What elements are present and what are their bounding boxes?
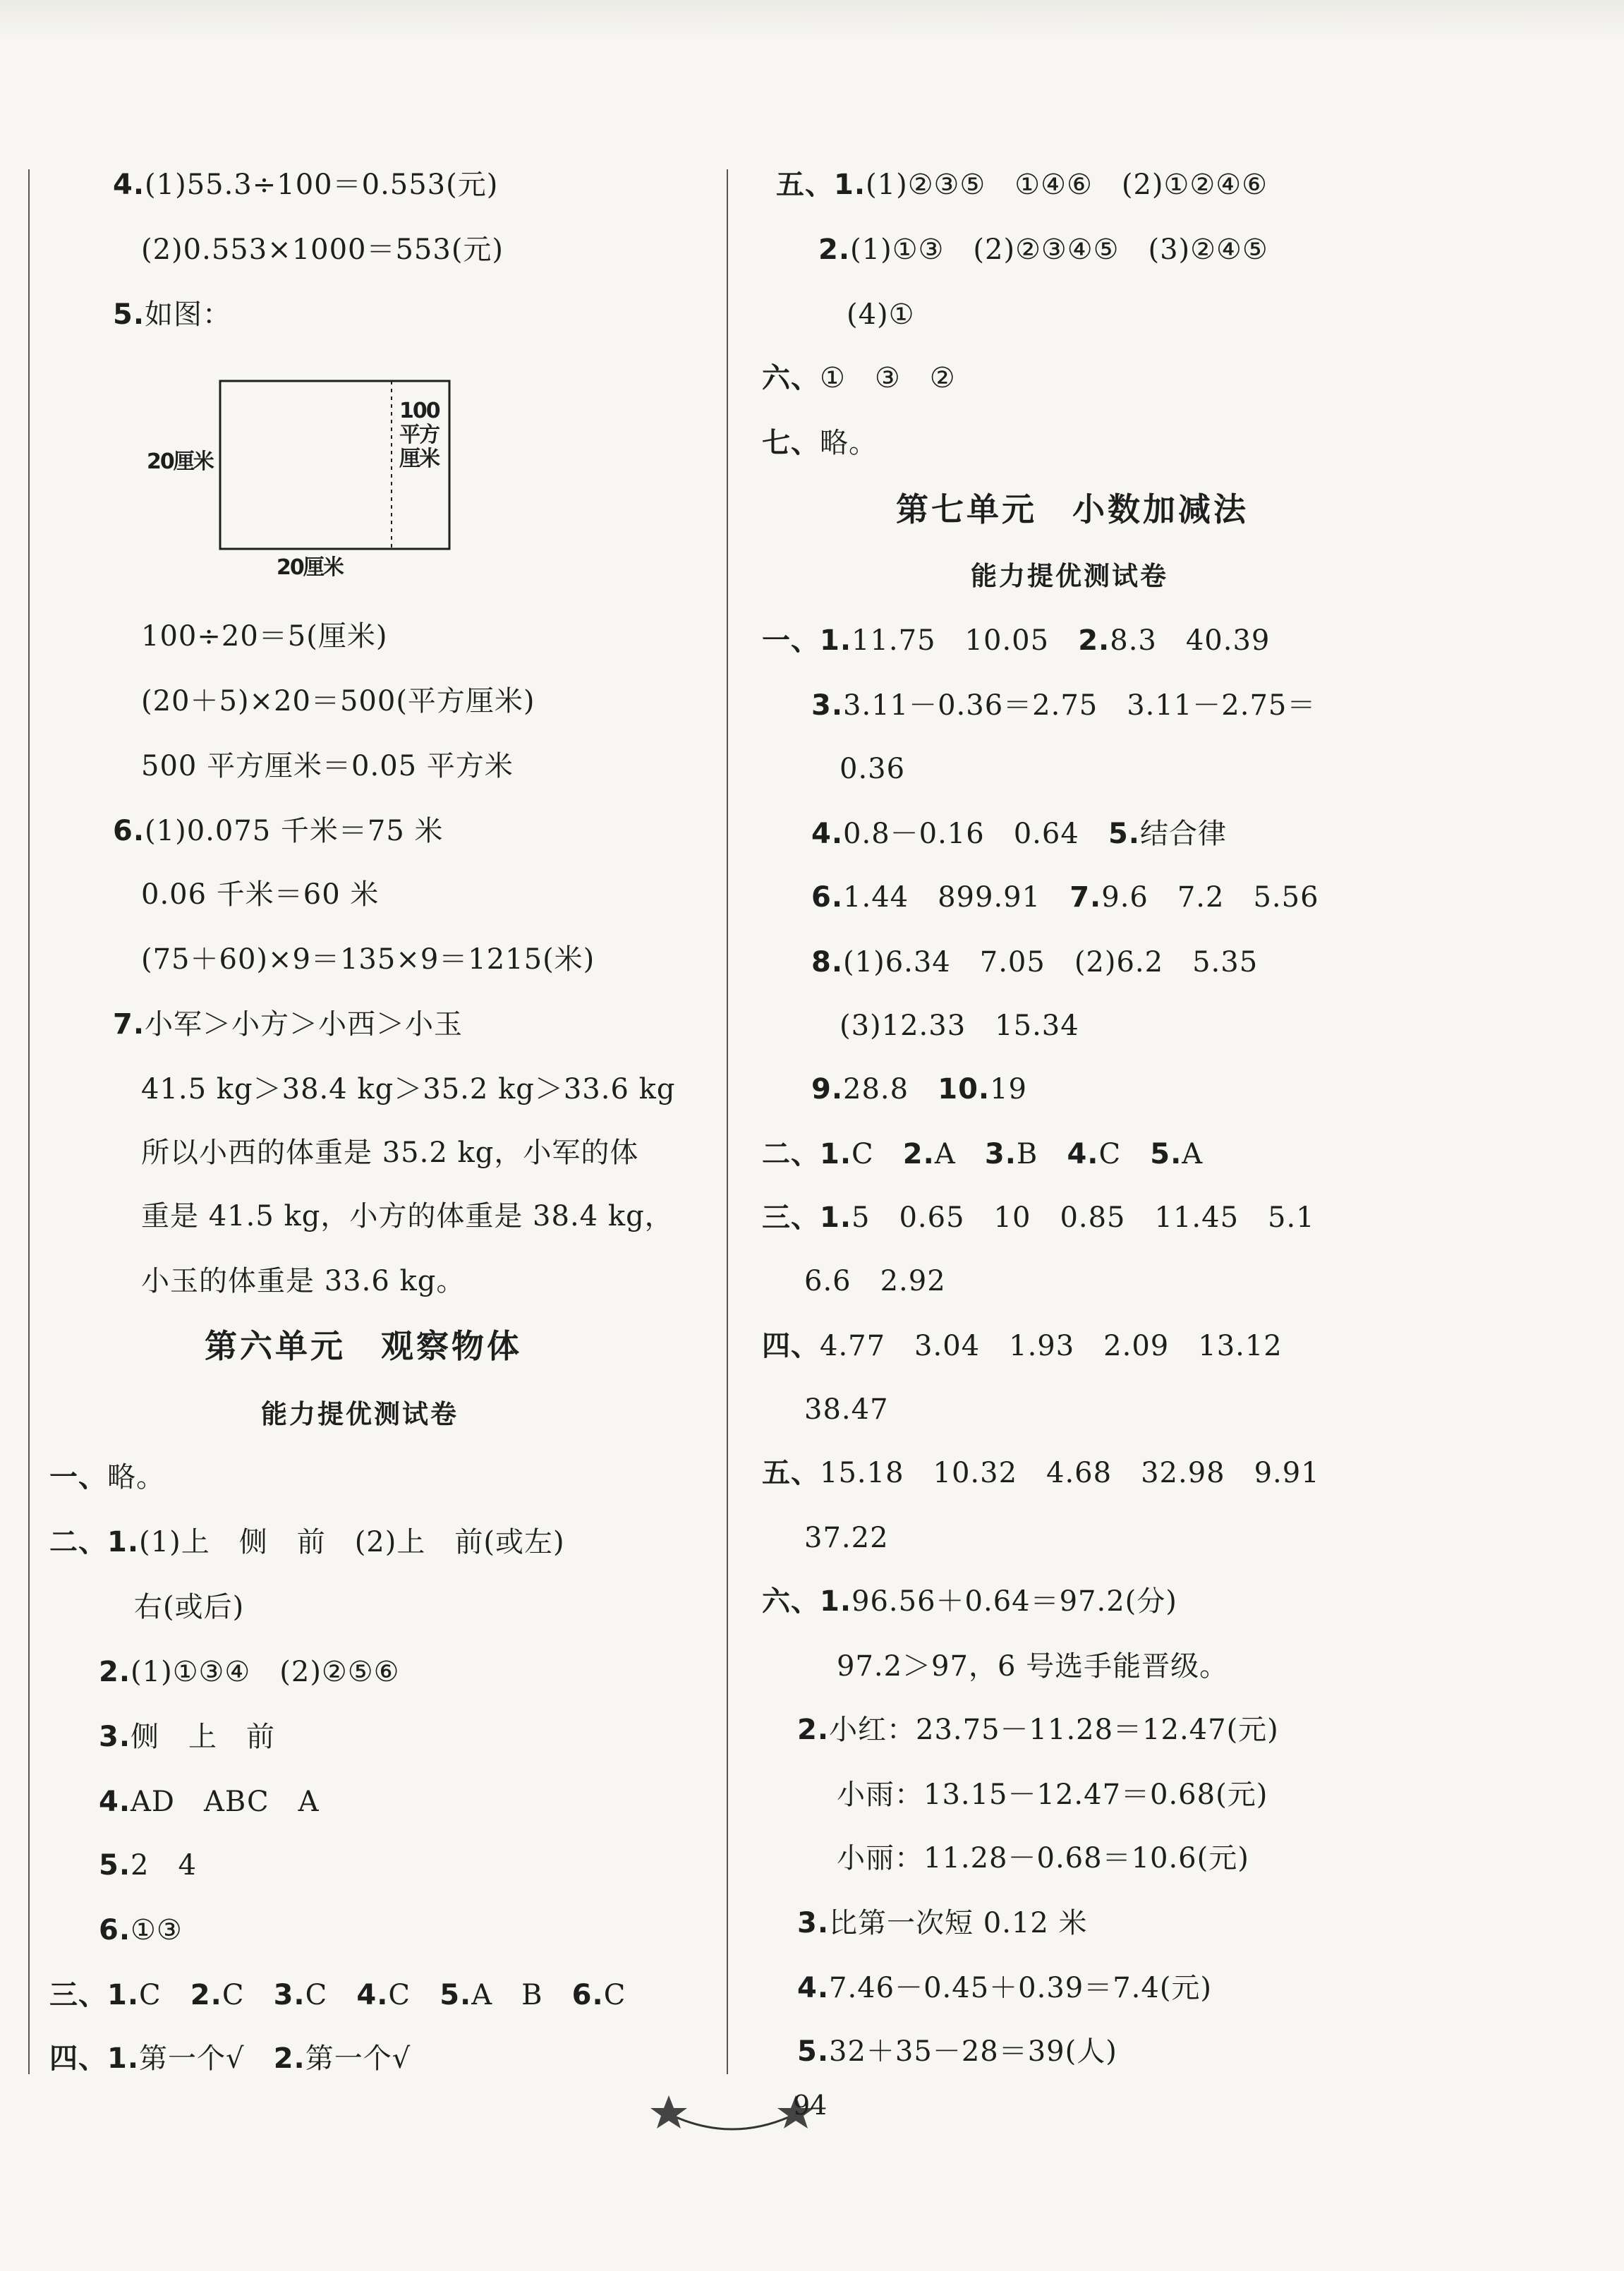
answer-line: 五、1.(1)②③⑤ ①④⑥ (2)①②④⑥ bbox=[776, 169, 1268, 201]
answer-line: 4.7.46－0.45＋0.39＝7.4(元) bbox=[797, 1972, 1213, 2004]
answer-line: 3.3.11－0.36＝2.75 3.11－2.75＝ bbox=[811, 689, 1316, 722]
answer-line: 重是 41.5 kg，小方的体重是 38.4 kg， bbox=[141, 1200, 674, 1233]
answer-line: (75＋60)×9＝135×9＝1215(米) bbox=[141, 943, 595, 976]
answer-line: 6.1.44 899.91 7.9.6 7.2 5.56 bbox=[811, 881, 1319, 914]
answer-line: (20＋5)×20＝500(平方厘米) bbox=[141, 685, 535, 717]
answer-line: 五、15.18 10.32 4.68 32.98 9.91 bbox=[762, 1457, 1320, 1489]
answer-line: 七、略。 bbox=[762, 427, 878, 459]
answer-line: 500 平方厘米＝0.05 平方米 bbox=[141, 750, 514, 782]
answer-line: 4.AD ABC A bbox=[99, 1786, 320, 1818]
answer-line: (3)12.33 15.34 bbox=[840, 1010, 1079, 1042]
answer-line: 小玉的体重是 33.6 kg。 bbox=[141, 1265, 466, 1297]
width-label: 20厘米 bbox=[277, 555, 343, 580]
answer-line: 41.5 kg＞38.4 kg＞35.2 kg＞33.6 kg bbox=[141, 1073, 676, 1106]
section-subheading: 能力提优测试卷 bbox=[971, 561, 1168, 591]
answer-line: 7.小军＞小方＞小西＞小玉 bbox=[113, 1008, 463, 1041]
answer-line: 6.6 2.92 bbox=[804, 1265, 946, 1297]
answer-line: 小雨：13.15－12.47＝0.68(元) bbox=[837, 1779, 1268, 1811]
section-heading: 第六单元 观察物体 bbox=[205, 1327, 522, 1365]
answer-line: 38.47 bbox=[804, 1393, 889, 1426]
answer-line: 一、略。 bbox=[49, 1461, 165, 1494]
answer-line: 2.小红：23.75－11.28＝12.47(元) bbox=[797, 1714, 1279, 1746]
answer-line: 37.22 bbox=[804, 1522, 889, 1554]
left-margin-rule bbox=[28, 169, 30, 2074]
answer-line: 小丽：11.28－0.68＝10.6(元) bbox=[837, 1842, 1249, 1875]
answer-line: 右(或后) bbox=[134, 1591, 245, 1623]
answer-line: 3.比第一次短 0.12 米 bbox=[797, 1907, 1088, 1939]
answer-line: 6.(1)0.075 千米＝75 米 bbox=[113, 815, 444, 847]
answer-line: 一、1.11.75 10.05 2.8.3 40.39 bbox=[762, 624, 1271, 657]
answer-line: 二、1.C 2.A 3.B 4.C 5.A bbox=[762, 1138, 1204, 1170]
answer-line: 97.2＞97，6 号选手能晋级。 bbox=[837, 1650, 1229, 1683]
answer-line: 0.36 bbox=[840, 753, 906, 785]
answer-line: 4.0.8－0.16 0.64 5.结合律 bbox=[811, 818, 1227, 850]
answer-line: 4.(1)55.3÷100＝0.553(元) bbox=[113, 169, 499, 201]
answer-line: 100÷20＝5(厘米) bbox=[141, 620, 388, 653]
answer-line: 8.(1)6.34 7.05 (2)6.2 5.35 bbox=[811, 946, 1259, 979]
answer-line: 0.06 千米＝60 米 bbox=[141, 878, 380, 911]
height-label: 20厘米 bbox=[147, 449, 213, 474]
answer-line: 5.32＋35－28＝39(人) bbox=[797, 2035, 1117, 2068]
answer-line: (2)0.553×1000＝553(元) bbox=[141, 234, 504, 266]
answer-line: 四、1.第一个√ 2.第一个√ bbox=[49, 2042, 411, 2075]
answer-line: 所以小西的体重是 35.2 kg，小军的体 bbox=[141, 1137, 639, 1169]
strip-label: 厘米 bbox=[399, 447, 439, 471]
scan-top-shade bbox=[0, 0, 1624, 42]
answer-line: 6.①③ bbox=[99, 1914, 183, 1946]
page-number: 94 bbox=[793, 2090, 828, 2121]
answer-line: 5.2 4 bbox=[99, 1849, 197, 1882]
section-subheading: 能力提优测试卷 bbox=[261, 1399, 459, 1429]
answer-line: 5.如图： bbox=[113, 298, 232, 331]
answer-line: 二、1.(1)上 侧 前 (2)上 前(或左) bbox=[49, 1526, 565, 1558]
answer-line: 2.(1)①③ (2)②③④⑤ (3)②④⑤ bbox=[818, 234, 1268, 266]
answer-line: 2.(1)①③④ (2)②⑤⑥ bbox=[99, 1656, 400, 1688]
answer-line: (4)① bbox=[847, 298, 915, 331]
answer-line: 六、1.96.56＋0.64＝97.2(分) bbox=[762, 1585, 1177, 1618]
strip-label: 平方 bbox=[399, 423, 439, 447]
center-column-rule bbox=[727, 169, 728, 2074]
answer-line: 9.28.8 10.19 bbox=[811, 1073, 1028, 1106]
section-heading: 第七单元 小数加减法 bbox=[896, 490, 1249, 528]
answer-line: 四、4.77 3.04 1.93 2.09 13.12 bbox=[762, 1330, 1283, 1362]
answer-line: 三、1.C 2.C 3.C 4.C 5.A B 6.C bbox=[49, 1979, 626, 2011]
answer-line: 三、1.5 0.65 10 0.85 11.45 5.1 bbox=[762, 1201, 1315, 1234]
answer-line: 六、① ③ ② bbox=[762, 362, 956, 394]
answer-line: 3.侧 上 前 bbox=[99, 1721, 276, 1753]
strip-label: 100 bbox=[399, 399, 440, 423]
